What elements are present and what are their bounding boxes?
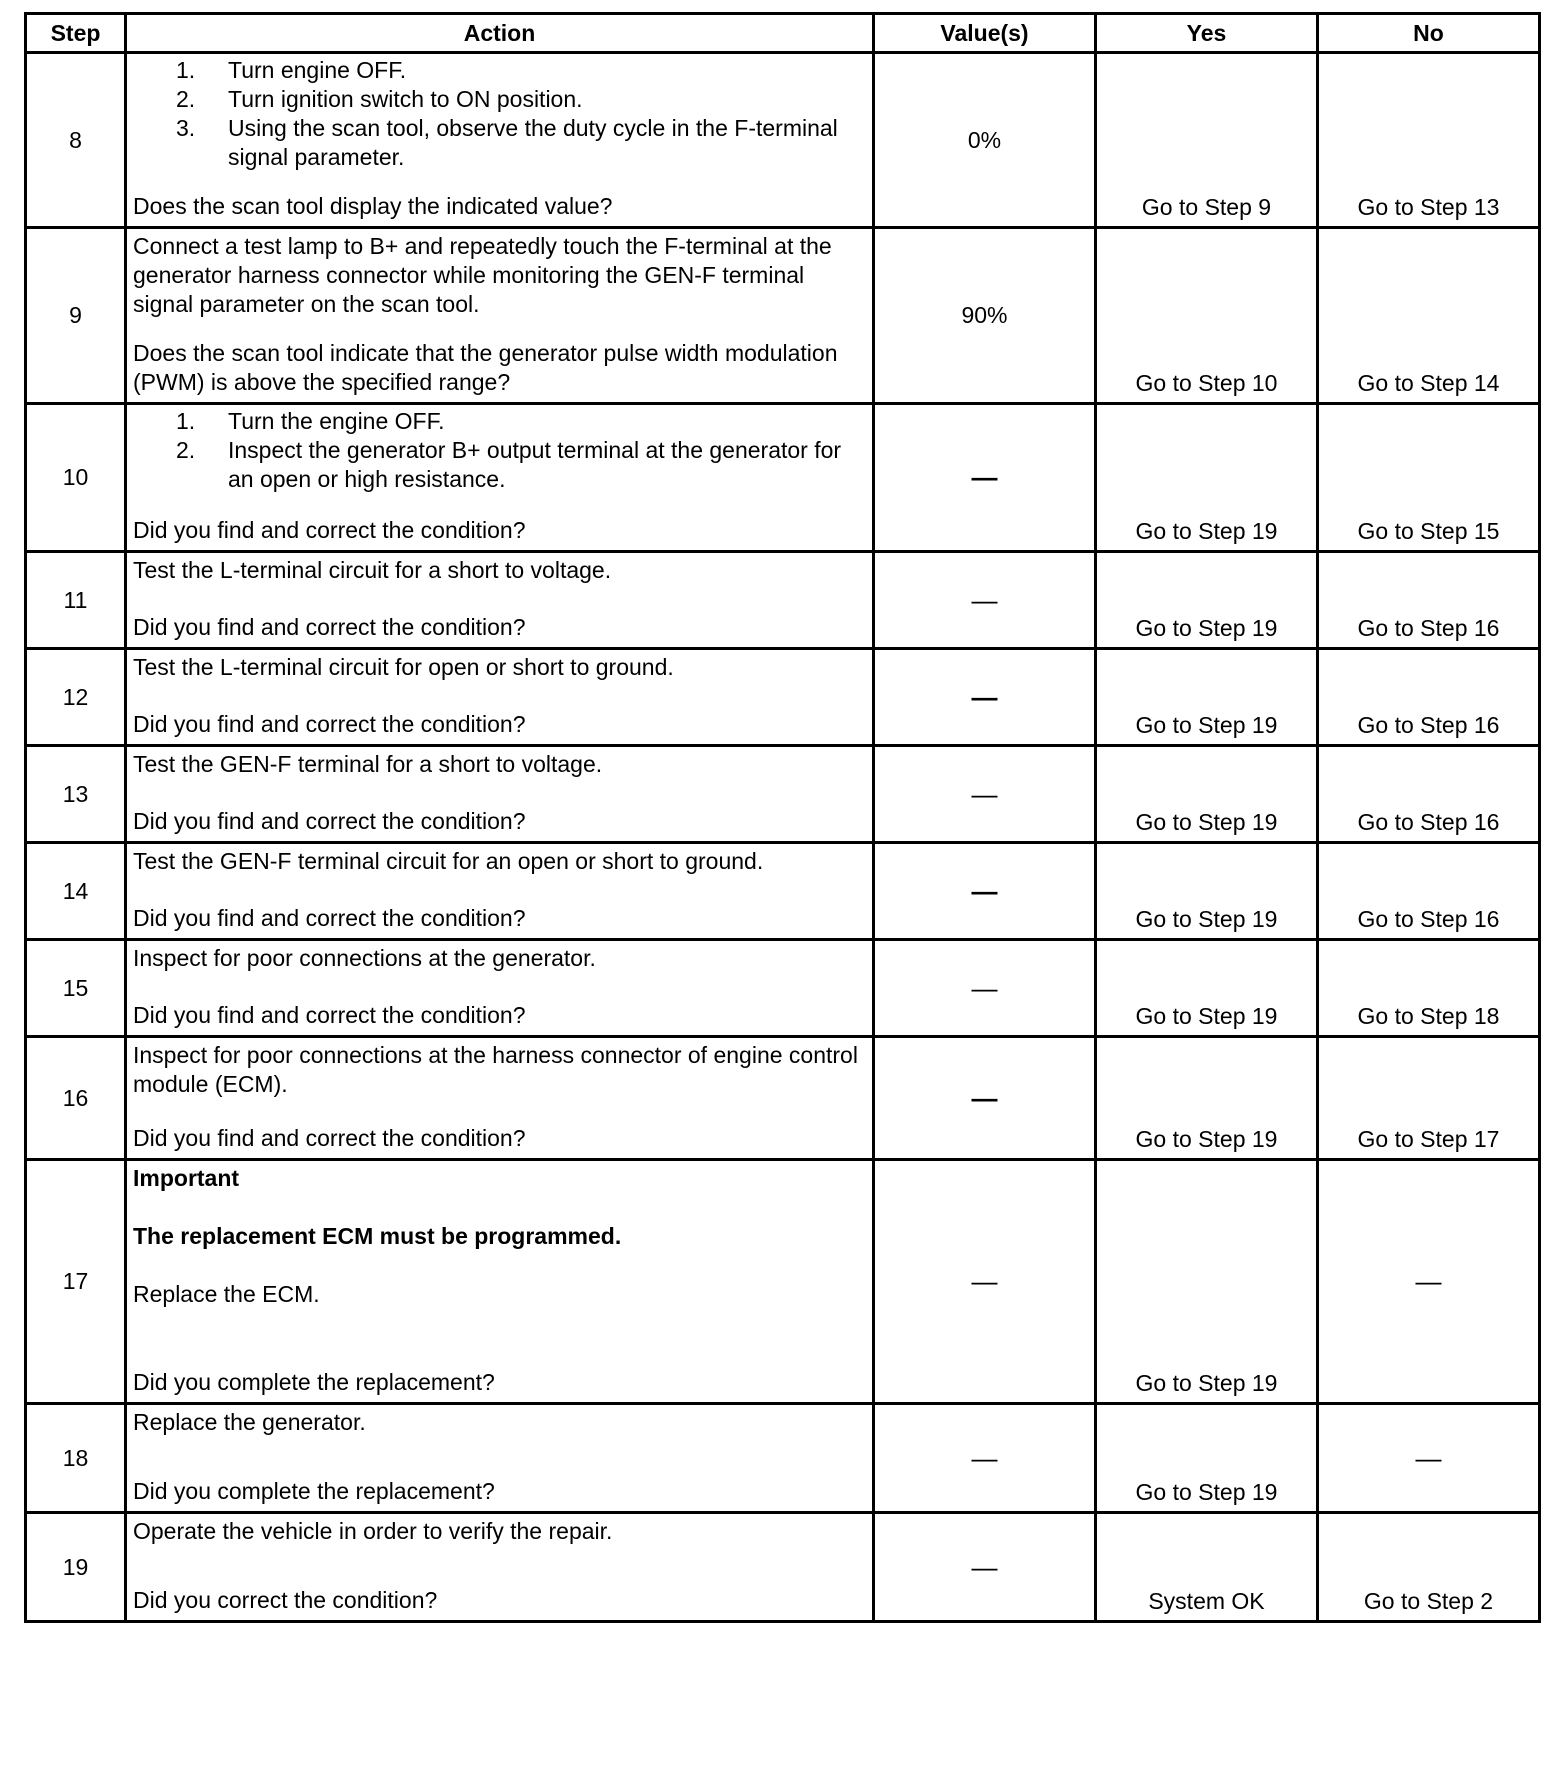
action-cell xyxy=(126,404,874,552)
step-number: 16 xyxy=(26,1037,126,1160)
step-number: 19 xyxy=(26,1513,126,1622)
action-text: Inspect for poor connections at the generator. xyxy=(133,945,596,971)
yes-cell: Go to Step 19 xyxy=(1096,940,1318,1037)
action-cell xyxy=(126,228,874,404)
header-values: Value(s) xyxy=(874,14,1096,53)
value-cell: — xyxy=(874,1160,1096,1404)
action-cell xyxy=(126,1160,874,1404)
table-row-step-8 xyxy=(26,53,1540,228)
table-row-step-14 xyxy=(26,843,1540,940)
value-cell: — xyxy=(874,552,1096,649)
step-number: 12 xyxy=(26,649,126,746)
step-number: 15 xyxy=(26,940,126,1037)
action-text: Test the L-terminal circuit for open or short to ground. xyxy=(133,654,674,680)
no-cell: Go to Step 16 xyxy=(1318,552,1540,649)
question-text: Did you find and correct the condition? xyxy=(133,1002,526,1028)
action-cell xyxy=(126,940,874,1037)
table-row-step-18 xyxy=(26,1404,1540,1513)
important-text: The replacement ECM must be programmed. xyxy=(133,1223,622,1249)
value-cell: — xyxy=(874,404,1096,552)
action-text: Test the L-terminal circuit for a short to voltage. xyxy=(133,557,612,583)
step-number: 14 xyxy=(26,843,126,940)
action-text: Connect a test lamp to B+ and repeatedly touch the F-terminal at the generator harness connector while monitoring the GEN-F terminal signal parameter on the scan tool. xyxy=(133,233,832,317)
table-row-step-9 xyxy=(26,228,1540,404)
table-header-row xyxy=(26,14,1540,53)
question-text: Did you find and correct the condition? xyxy=(133,1125,526,1151)
step-number: 9 xyxy=(26,228,126,404)
list-item: 1. Turn engine OFF. xyxy=(176,57,407,83)
action-text: Replace the ECM. xyxy=(133,1281,320,1307)
step-number: 17 xyxy=(26,1160,126,1404)
action-cell xyxy=(126,746,874,843)
step-number: 8 xyxy=(26,53,126,228)
diagnostic-table xyxy=(24,12,1541,1623)
action-text: Inspect for poor connections at the harness connector of engine control module (ECM). xyxy=(133,1042,858,1097)
question-text: Did you complete the replacement? xyxy=(133,1478,495,1504)
action-cell xyxy=(126,1513,874,1622)
action-cell xyxy=(126,53,874,228)
no-cell: — xyxy=(1318,1404,1540,1513)
no-cell: Go to Step 14 xyxy=(1318,228,1540,404)
table-row-step-12 xyxy=(26,649,1540,746)
yes-cell: Go to Step 19 xyxy=(1096,746,1318,843)
action-cell xyxy=(126,843,874,940)
value-cell: 90% xyxy=(874,228,1096,404)
no-cell: Go to Step 18 xyxy=(1318,940,1540,1037)
header-no: No xyxy=(1318,14,1540,53)
question-text: Does the scan tool display the indicated value? xyxy=(133,193,613,219)
numbered-steps xyxy=(133,56,866,172)
question-text: Did you find and correct the condition? xyxy=(133,808,526,834)
list-item: 3. Using the scan tool, observe the duty cycle in the F-terminal signal parameter. xyxy=(176,115,838,170)
no-cell: Go to Step 2 xyxy=(1318,1513,1540,1622)
no-cell: Go to Step 13 xyxy=(1318,53,1540,228)
value-cell: — xyxy=(874,746,1096,843)
no-cell: — xyxy=(1318,1160,1540,1404)
header-step: Step xyxy=(26,14,126,53)
no-cell: Go to Step 16 xyxy=(1318,649,1540,746)
numbered-steps xyxy=(133,407,866,494)
yes-cell: Go to Step 9 xyxy=(1096,53,1318,228)
yes-cell: Go to Step 19 xyxy=(1096,1160,1318,1404)
value-cell: — xyxy=(874,1037,1096,1160)
yes-cell: Go to Step 19 xyxy=(1096,649,1318,746)
value-cell: 0% xyxy=(874,53,1096,228)
table-row-step-11 xyxy=(26,552,1540,649)
step-number: 11 xyxy=(26,552,126,649)
action-text: Test the GEN-F terminal circuit for an open or short to ground. xyxy=(133,848,764,874)
yes-cell: Go to Step 19 xyxy=(1096,552,1318,649)
list-item: 2. Inspect the generator B+ output terminal at the generator for an open or high resistance. xyxy=(176,437,842,492)
question-text: Did you find and correct the condition? xyxy=(133,614,526,640)
header-action: Action xyxy=(126,14,874,53)
action-text: Test the GEN-F terminal for a short to voltage. xyxy=(133,751,603,777)
value-cell: — xyxy=(874,1404,1096,1513)
value-cell: — xyxy=(874,1513,1096,1622)
action-text: Operate the vehicle in order to verify the repair. xyxy=(133,1518,613,1544)
table-row-step-13 xyxy=(26,746,1540,843)
action-cell xyxy=(126,552,874,649)
yes-cell: Go to Step 10 xyxy=(1096,228,1318,404)
no-cell: Go to Step 16 xyxy=(1318,843,1540,940)
no-cell: Go to Step 17 xyxy=(1318,1037,1540,1160)
list-item: 2. Turn ignition switch to ON position. xyxy=(176,86,583,112)
no-cell: Go to Step 16 xyxy=(1318,746,1540,843)
question-text: Did you find and correct the condition? xyxy=(133,711,526,737)
yes-cell: Go to Step 19 xyxy=(1096,404,1318,552)
table-row-step-16 xyxy=(26,1037,1540,1160)
important-label: Important xyxy=(133,1165,240,1191)
question-text: Did you find and correct the condition? xyxy=(133,905,526,931)
yes-cell: System OK xyxy=(1096,1513,1318,1622)
table-row-step-15 xyxy=(26,940,1540,1037)
value-cell: — xyxy=(874,940,1096,1037)
yes-cell: Go to Step 19 xyxy=(1096,1404,1318,1513)
header-yes: Yes xyxy=(1096,14,1318,53)
no-cell: Go to Step 15 xyxy=(1318,404,1540,552)
table-row-step-17 xyxy=(26,1160,1540,1404)
question-text: Did you correct the condition? xyxy=(133,1587,438,1613)
question-text: Did you find and correct the condition? xyxy=(133,517,526,543)
action-cell xyxy=(126,649,874,746)
question-text: Did you complete the replacement? xyxy=(133,1369,495,1395)
question-text: Does the scan tool indicate that the generator pulse width modulation (PWM) is above the specified range? xyxy=(133,340,838,395)
step-number: 10 xyxy=(26,404,126,552)
table-row-step-19 xyxy=(26,1513,1540,1622)
table-row-step-10 xyxy=(26,404,1540,552)
action-text: Replace the generator. xyxy=(133,1409,366,1435)
value-cell: — xyxy=(874,649,1096,746)
step-number: 18 xyxy=(26,1404,126,1513)
action-cell xyxy=(126,1404,874,1513)
yes-cell: Go to Step 19 xyxy=(1096,1037,1318,1160)
action-cell xyxy=(126,1037,874,1160)
value-cell: — xyxy=(874,843,1096,940)
yes-cell: Go to Step 19 xyxy=(1096,843,1318,940)
step-number: 13 xyxy=(26,746,126,843)
list-item: 1. Turn the engine OFF. xyxy=(176,408,445,434)
